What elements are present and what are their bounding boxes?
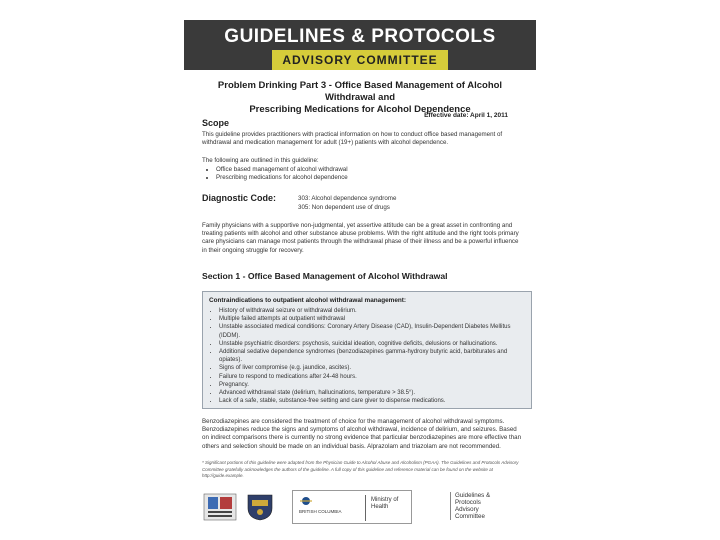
contraindications-title: Contraindications to outpatient alcohol withdrawal management:: [209, 297, 407, 304]
diagnostic-codes: [298, 194, 396, 212]
outline-item: • Office based management of alcohol withdrawal: [216, 166, 522, 174]
contraindication-item: • Unstable psychiatric disorders: psychosis, suicidal ideation, cognitive deficits, delusions or hallucinations.: [219, 340, 525, 348]
effective-date: Effective date: April 1, 2011: [424, 112, 508, 119]
outline-intro: The following are outlined in this guideline:: [202, 157, 319, 164]
contraindication-item: • Unstable associated medical conditions: Coronary Artery Disease (CAD), Insulin-Dependent Diabetes Mellitus (IDDM).: [219, 323, 525, 339]
contraindication-item: • Lack of a safe, stable, substance-free setting and care giver to dispense medications.: [219, 397, 525, 405]
section1-heading: Section 1 - Office Based Management of Alcohol Withdrawal: [202, 271, 448, 281]
contraindication-item: • Failure to respond to medications after 24-48 hours.: [219, 373, 525, 381]
header-banner: [184, 20, 536, 70]
diagnostic-code: 303: Alcohol dependence syndrome: [298, 195, 397, 202]
header-subtitle: ADVISORY COMMITTEE: [272, 50, 448, 70]
crest-logo: [244, 492, 276, 522]
benzodiazepine-paragraph: Benzodiazepines are considered the treatment of choice for the management of alcohol withdrawal symptoms. Benzodiazepines reduce the signs and symptoms of alcohol withdrawal, incidence of delirium, and seizures. Based on indirect comparisons there is currently no strong evidence that particular benzodiazepines are more effective than others and selection should be made on an individual basis. Alprazolam and triazolam are not recommended.: [202, 418, 522, 450]
contraindication-item: • Additional sedative dependence syndromes (benzodiazepines gamma-hydroxy butyric acid, barbiturates and opiates).: [219, 348, 525, 364]
scope-heading: Scope: [202, 118, 230, 128]
diagnostic-heading: Diagnostic Code:: [202, 193, 277, 203]
ministry-label: Ministry of Health: [371, 497, 399, 510]
scope-paragraph: This guideline provides practitioners with practical information on how to conduct office based management of withdrawal and medication management for adult (19+) patients with alcohol dependence.: [202, 131, 503, 147]
gov-caption: BRITISH COLUMBIA: [299, 509, 342, 514]
logo-strip: [202, 490, 532, 524]
medical-association-logo: [202, 492, 238, 522]
divider: [365, 495, 366, 521]
gpac-line: Advisory: [455, 506, 479, 513]
ministry-of-health-logo: [292, 490, 412, 524]
contraindication-item: • Advanced withdrawal state (delirium, hallucinations, temperature > 38.5°).: [219, 389, 525, 397]
document-page: [184, 0, 536, 540]
bc-sun-icon: [299, 493, 313, 507]
contraindication-item: • Multiple failed attempts at outpatient withdrawal: [219, 315, 525, 323]
document-title-line2: Prescribing Medications for Alcohol Dependence: [249, 104, 471, 115]
outline-item: • Prescribing medications for alcohol dependence: [216, 174, 522, 182]
contraindication-item: • Signs of liver compromise (e.g. jaundice, ascites).: [219, 364, 525, 372]
contraindications-box: [202, 291, 532, 409]
document-title-line1: Problem Drinking Part 3 - Office Based Management of Alcohol Withdrawal and: [217, 80, 503, 103]
header-title: GUIDELINES & PROTOCOLS: [224, 26, 496, 47]
gpac-line: Protocols: [455, 499, 481, 506]
outline-list: [202, 166, 522, 182]
diagnostic-code: 305: Non dependent use of drugs: [298, 204, 390, 211]
gpac-line: Guidelines &: [455, 492, 491, 499]
gpac-line: Committee: [455, 513, 485, 520]
intro-paragraph: Family physicians with a supportive non-judgmental, yet assertive attitude can be a great asset in confronting and treating patients with alcohol and other substance abuse problems. With the right attitude and the right tools primary care physicians can manage most patients through the withdrawal phase of their illness and be a powerful influence in their ongoing struggle for recovery.: [202, 222, 519, 254]
contraindication-item: • History of withdrawal seizure or withdrawal delirium.: [219, 307, 525, 315]
document-title: [202, 80, 518, 116]
footnote: * Significant portions of this guideline were adapted from the Physician Guide to Alcohol Abuse and Alcoholism (PGAA). The Guidelines and Protocols Advisory Committee gratefully acknowledges the authors of the guideline. A full copy of this guideline and reference material can be found on the website at http://guide.example.: [202, 460, 519, 478]
gpac-logo: [450, 492, 490, 520]
contraindication-item: • Pregnancy.: [219, 381, 525, 389]
